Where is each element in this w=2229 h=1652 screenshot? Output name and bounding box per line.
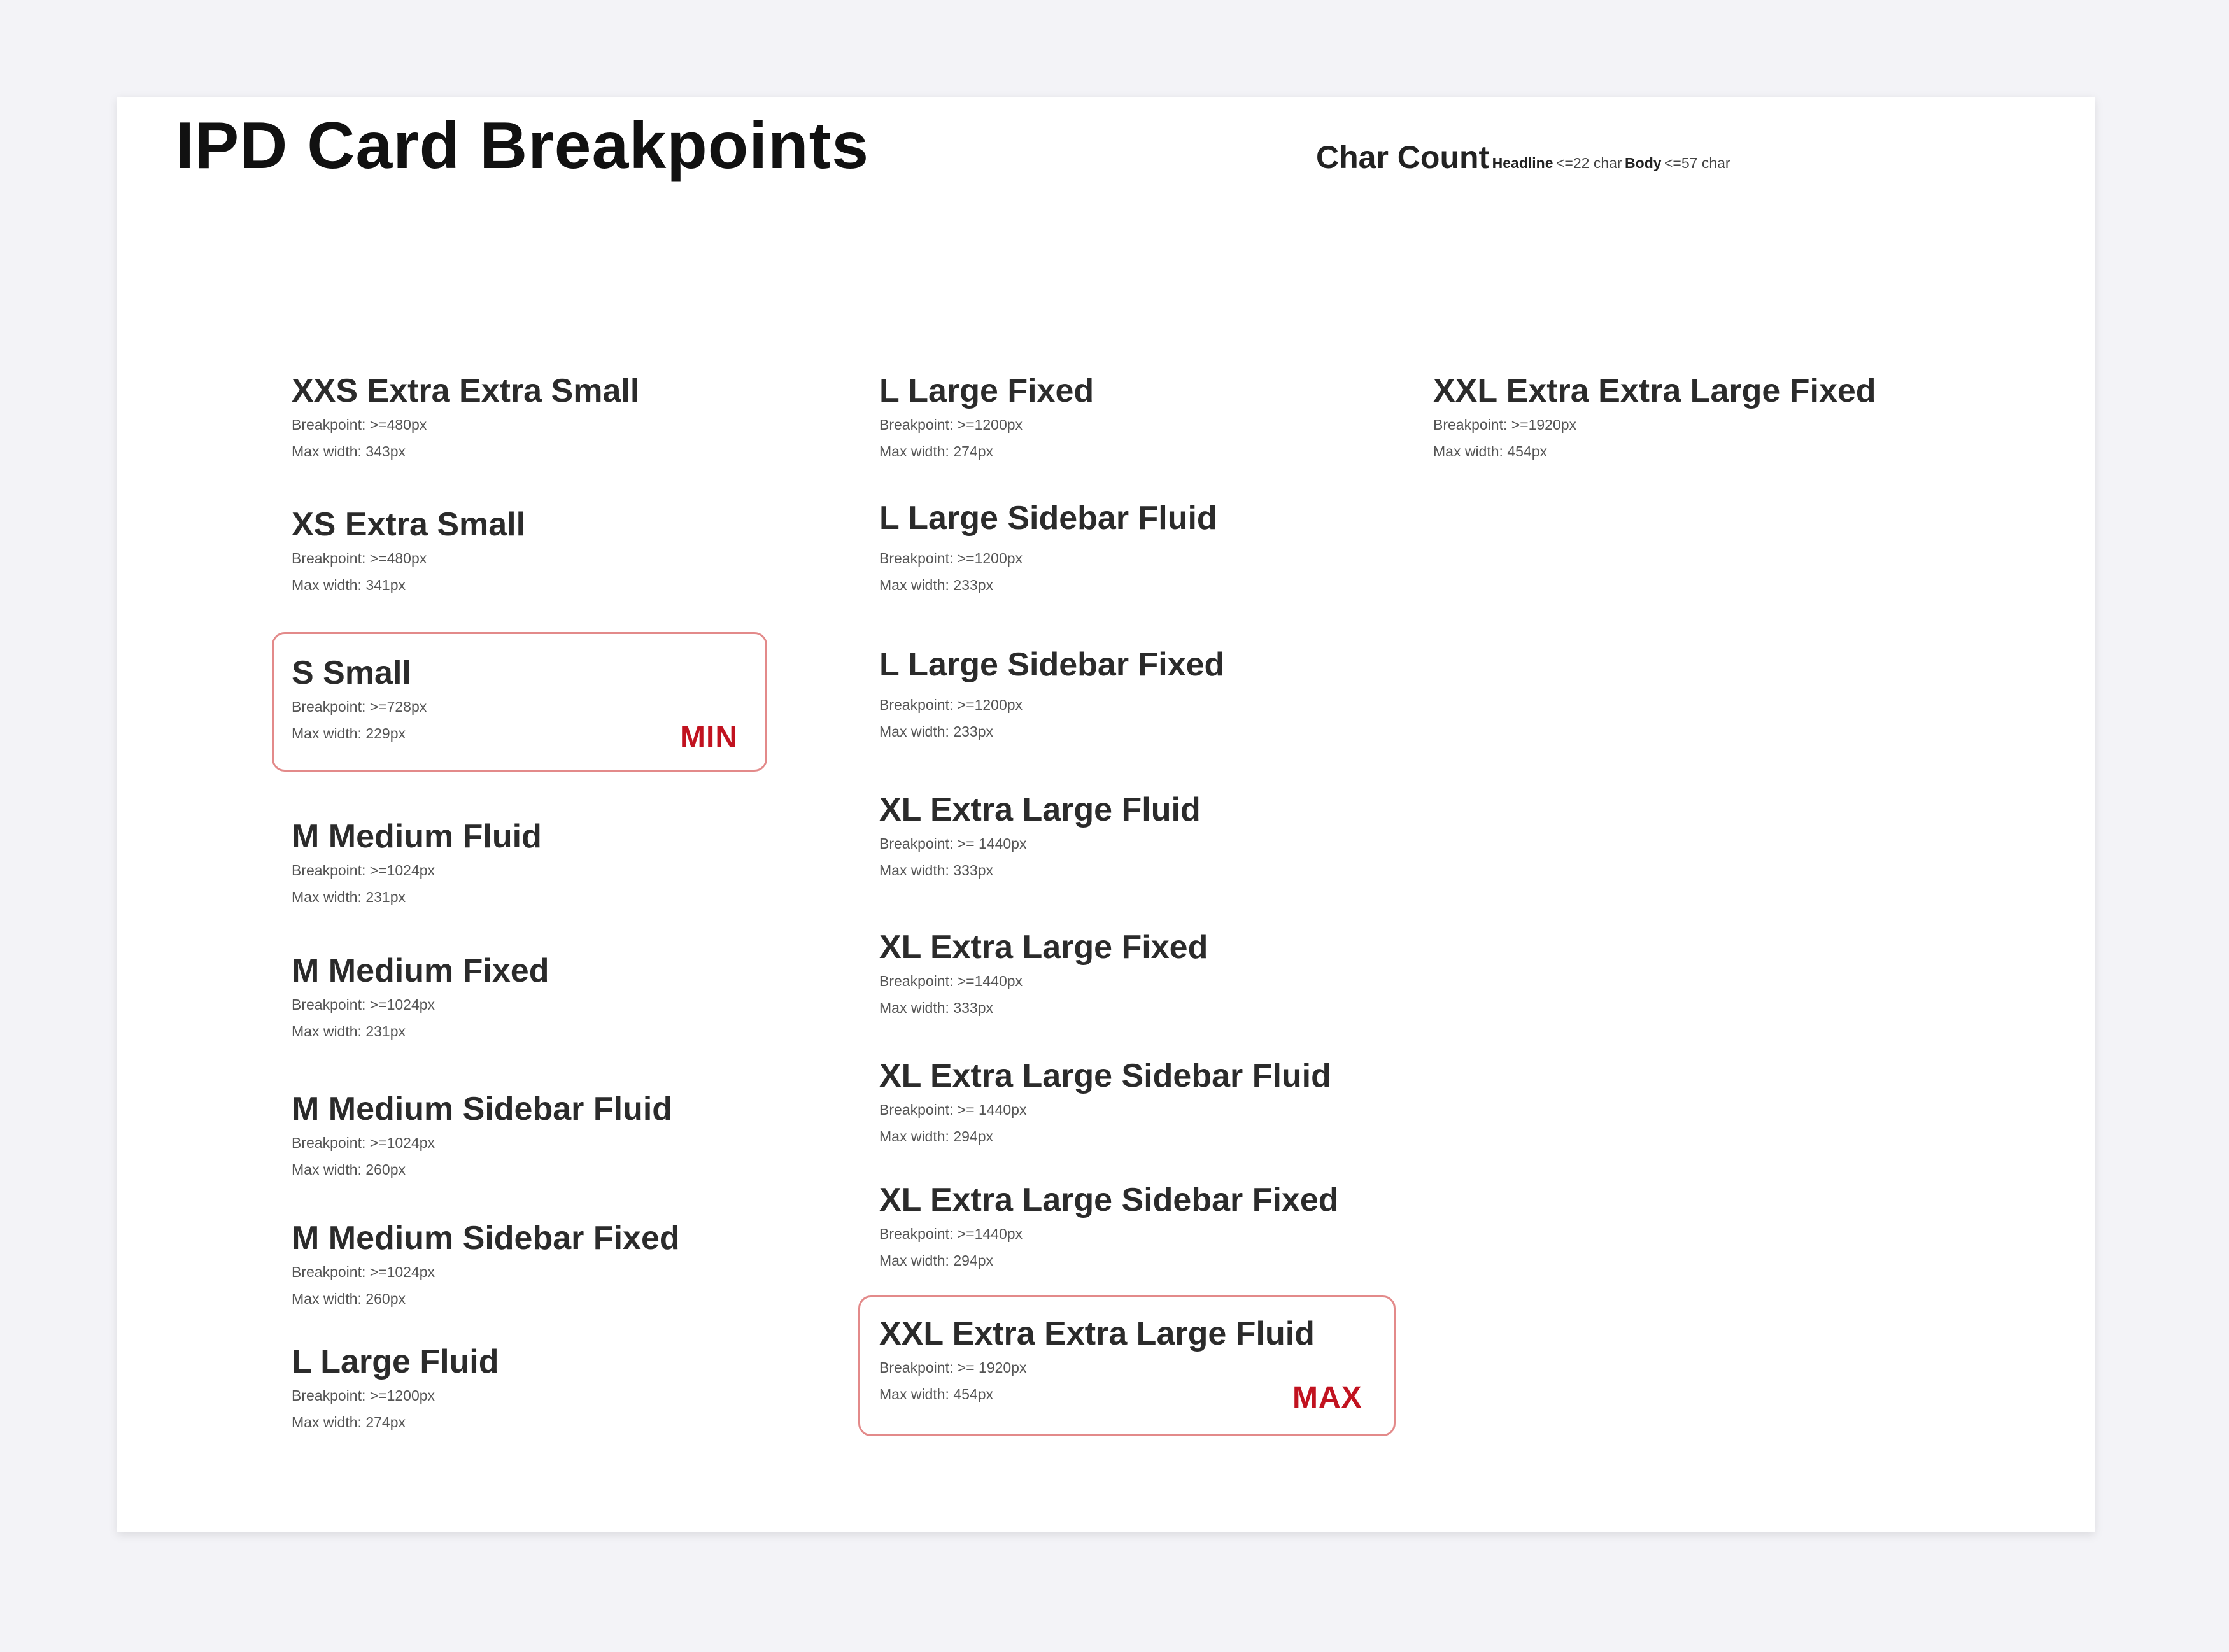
entry-breakpoint: Breakpoint: >= 1920px bbox=[879, 1359, 1027, 1376]
breakpoint-entry-xxl-fluid bbox=[879, 1313, 1315, 1408]
entry-max-width: Max width: 233px bbox=[879, 577, 993, 593]
body-limit: <=57 char bbox=[1664, 155, 1730, 171]
entry-breakpoint: Breakpoint: >=1200px bbox=[879, 696, 1023, 713]
page-title: IPD Card Breakpoints bbox=[176, 109, 870, 183]
entry-max-width: Max width: 341px bbox=[292, 577, 406, 593]
entry-max-width: Max width: 294px bbox=[879, 1128, 993, 1145]
entry-title: S Small bbox=[292, 654, 411, 691]
entry-breakpoint: Breakpoint: >=1200px bbox=[879, 416, 1023, 433]
entry-max-width: Max width: 454px bbox=[1433, 443, 1547, 460]
entry-title: L Large Sidebar Fixed bbox=[879, 646, 1225, 683]
entry-max-width: Max width: 274px bbox=[879, 443, 993, 460]
entry-title: M Medium Sidebar Fixed bbox=[292, 1220, 680, 1257]
entry-breakpoint: Breakpoint: >=1200px bbox=[292, 1387, 435, 1404]
entry-title: XXL Extra Extra Large Fixed bbox=[1433, 372, 1876, 409]
entry-breakpoint: Breakpoint: >= 1440px bbox=[879, 835, 1027, 852]
breakpoint-entry-l-sidebar-fluid bbox=[879, 498, 1217, 598]
entry-max-width: Max width: 233px bbox=[879, 723, 993, 740]
breakpoint-entry-xl-fluid bbox=[879, 789, 1201, 884]
headline-limit: <=22 char bbox=[1555, 155, 1622, 171]
entry-breakpoint: Breakpoint: >=1024px bbox=[292, 1134, 435, 1151]
entry-max-width: Max width: 454px bbox=[879, 1386, 993, 1402]
breakpoint-entry-xl-sidebar-fixed bbox=[879, 1180, 1339, 1274]
entry-title: L Large Sidebar Fluid bbox=[879, 500, 1217, 537]
entry-breakpoint: Breakpoint: >=1440px bbox=[879, 1225, 1023, 1242]
breakpoint-entry-xxl-fixed bbox=[1433, 371, 1876, 465]
char-count bbox=[1316, 139, 1730, 176]
headline-label: Headline bbox=[1492, 155, 1553, 171]
entry-title: M Medium Sidebar Fluid bbox=[292, 1091, 673, 1127]
entry-max-width: Max width: 260px bbox=[292, 1290, 406, 1307]
breakpoint-entry-s bbox=[292, 653, 427, 747]
entry-title: XS Extra Small bbox=[292, 506, 526, 543]
entry-title: XXL Extra Extra Large Fluid bbox=[879, 1315, 1315, 1352]
max-flag: MAX bbox=[1292, 1381, 1362, 1415]
entry-max-width: Max width: 333px bbox=[879, 999, 993, 1016]
entry-breakpoint: Breakpoint: >=1024px bbox=[292, 1264, 435, 1280]
breakpoint-entry-m-fixed bbox=[292, 950, 549, 1045]
breakpoint-entry-m-fluid bbox=[292, 816, 542, 910]
entry-max-width: Max width: 231px bbox=[292, 1023, 406, 1040]
breakpoint-entry-xs bbox=[292, 504, 525, 598]
breakpoint-entry-m-sidebar-fluid bbox=[292, 1089, 672, 1183]
entry-breakpoint: Breakpoint: >= 1440px bbox=[879, 1101, 1027, 1118]
entry-max-width: Max width: 229px bbox=[292, 725, 406, 742]
breakpoint-entry-xxs bbox=[292, 371, 639, 465]
entry-title: M Medium Fixed bbox=[292, 952, 549, 989]
breakpoint-entry-l-fixed bbox=[879, 371, 1094, 465]
entry-breakpoint: Breakpoint: >=1024px bbox=[292, 862, 435, 879]
entry-title: L Large Fixed bbox=[879, 372, 1094, 409]
entry-breakpoint: Breakpoint: >=728px bbox=[292, 698, 427, 715]
min-flag: MIN bbox=[680, 721, 738, 754]
body-label: Body bbox=[1625, 155, 1662, 171]
entry-title: XL Extra Large Sidebar Fluid bbox=[879, 1057, 1331, 1094]
char-count-title: Char Count bbox=[1316, 139, 1490, 175]
entry-title: XL Extra Large Sidebar Fixed bbox=[879, 1182, 1339, 1218]
breakpoint-entry-l-fluid bbox=[292, 1341, 499, 1436]
entry-max-width: Max width: 333px bbox=[879, 862, 993, 879]
entry-title: XL Extra Large Fluid bbox=[879, 791, 1201, 828]
entry-title: L Large Fluid bbox=[292, 1343, 499, 1380]
breakpoint-entry-xl-fixed bbox=[879, 927, 1208, 1021]
breakpoint-entry-l-sidebar-fixed bbox=[879, 644, 1224, 745]
entry-breakpoint: Breakpoint: >=1200px bbox=[879, 550, 1023, 567]
entry-title: XXS Extra Extra Small bbox=[292, 372, 640, 409]
entry-breakpoint: Breakpoint: >=480px bbox=[292, 416, 427, 433]
entry-max-width: Max width: 294px bbox=[879, 1252, 993, 1269]
entry-breakpoint: Breakpoint: >=480px bbox=[292, 550, 427, 567]
breakpoint-entry-xl-sidebar-fluid bbox=[879, 1055, 1331, 1150]
entry-breakpoint: Breakpoint: >=1440px bbox=[879, 973, 1023, 989]
breakpoint-entry-m-sidebar-fixed bbox=[292, 1218, 680, 1312]
entry-max-width: Max width: 260px bbox=[292, 1161, 406, 1178]
entry-title: XL Extra Large Fixed bbox=[879, 929, 1208, 966]
entry-max-width: Max width: 231px bbox=[292, 889, 406, 905]
entry-max-width: Max width: 274px bbox=[292, 1414, 406, 1430]
entry-max-width: Max width: 343px bbox=[292, 443, 406, 460]
entry-title: M Medium Fluid bbox=[292, 818, 542, 855]
entry-breakpoint: Breakpoint: >=1920px bbox=[1433, 416, 1577, 433]
entry-breakpoint: Breakpoint: >=1024px bbox=[292, 996, 435, 1013]
